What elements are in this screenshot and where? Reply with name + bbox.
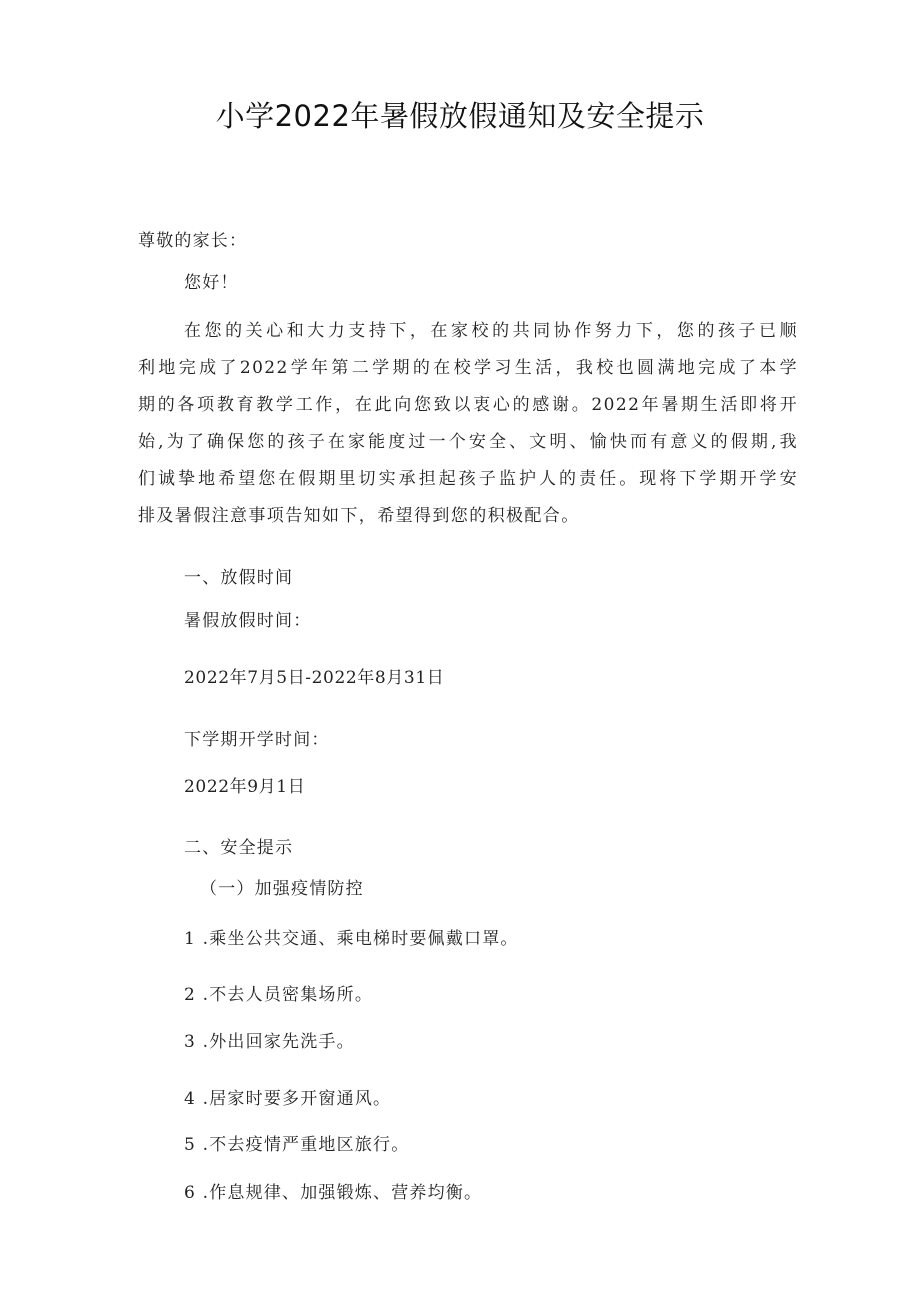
intro-line: 在您的关心和大力支持下，在家校的共同协作努力下，您的孩子已顺 [184,321,798,341]
intro-line: 期的各项教育教学工作，在此向您致以衷心的感谢。2022年暑期生活即将开 [138,395,798,415]
list-item: 6 .作息规律、加强锻炼、营养均衡。 [184,1183,483,1203]
intro-line: 排及暑假注意事项告知如下，希望得到您的积极配合。 [138,506,580,526]
section1-heading: 一、放假时间 [184,568,294,588]
school-start-date: 2022年9月1日 [184,777,306,797]
list-item: 4 .居家时要多开窗通风。 [184,1089,392,1109]
salutation: 尊敬的家长： [138,231,248,251]
list-item: 2 .不去人员密集场所。 [184,985,374,1005]
section2-heading: 二、安全提示 [184,838,294,858]
intro-line: 始,为了确保您的孩子在家能度过一个安全、文明、愉快而有意义的假期,我 [138,432,798,452]
section2-subheading: （一）加强疫情防控 [200,879,364,899]
document-title: 小学2022年暑假放假通知及安全提示 [215,99,705,133]
intro-line: 利地完成了2022学年第二学期的在校学习生活，我校也圆满地完成了本学 [138,358,798,378]
intro-line: 们诚挚地希望您在假期里切实承担起孩子监护人的责任。现将下学期开学安 [138,469,798,489]
vacation-dates: 2022年7月5日-2022年8月31日 [184,668,445,688]
greeting: 您好！ [184,273,239,293]
list-item: 5 .不去疫情严重地区旅行。 [184,1135,410,1155]
school-start-label: 下学期开学时间： [184,730,330,750]
list-item: 1 .乘坐公共交通、乘电梯时要佩戴口罩。 [184,929,519,949]
vacation-label: 暑假放假时间： [184,611,312,631]
intro-paragraph [138,313,798,535]
list-item: 3 .外出回家先洗手。 [184,1032,355,1052]
